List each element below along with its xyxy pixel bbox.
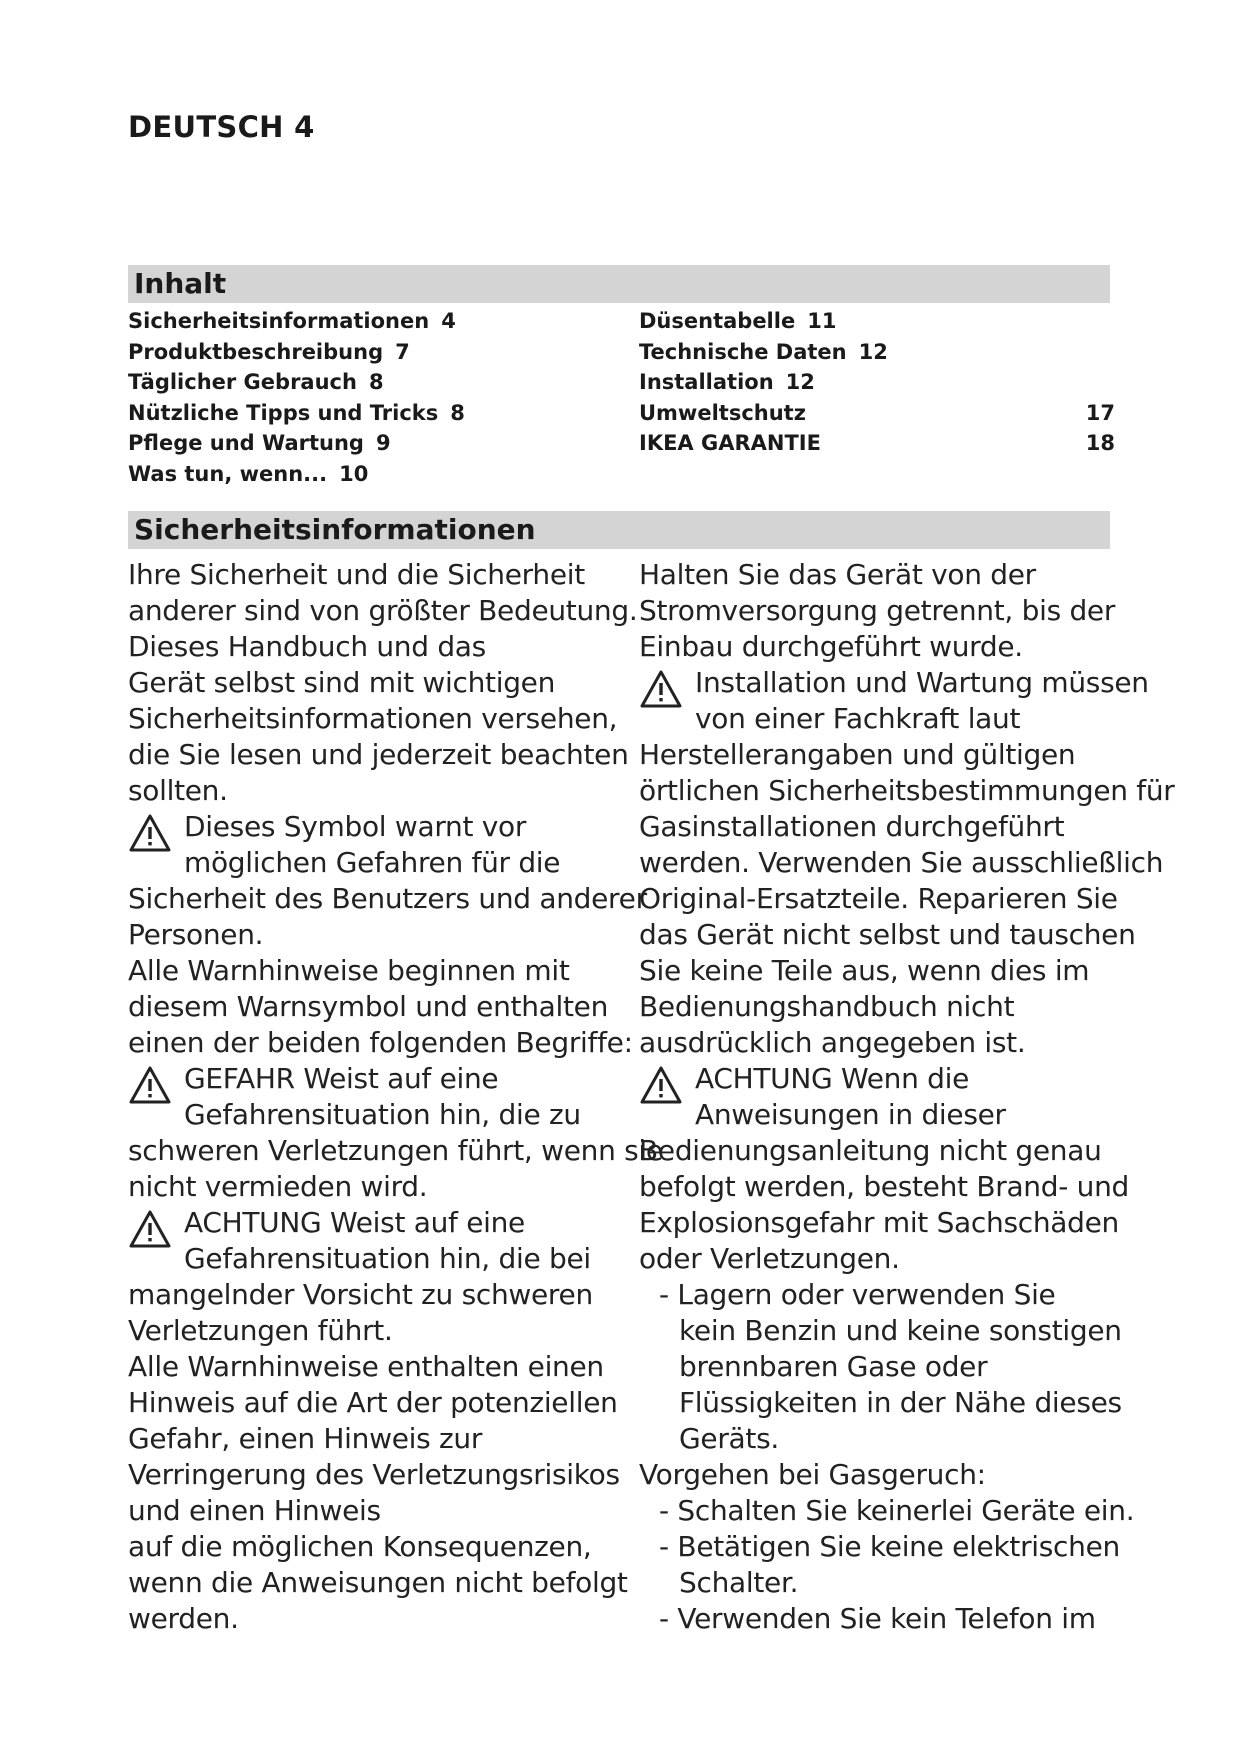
paragraph: schweren Verletzungen führt, wenn sie nicht vermieden wird. [128, 1134, 663, 1203]
paragraph: Bedienungsanleitung nicht genau befolgt werden, besteht Brand- und Explosionsgefahr mit Sachschäden oder Verletzungen. [639, 1134, 1129, 1275]
toc-entry-label: Täglicher Gebrauch [128, 370, 357, 394]
toc-entry-label: Nützliche Tipps und Tricks [128, 400, 439, 425]
toc-entry-label: Was tun, wenn... [128, 461, 328, 486]
warning-triangle-icon [128, 813, 172, 853]
toc-entry-page: 12 [785, 370, 815, 394]
toc-entry-page: 8 [368, 370, 384, 394]
safety-heading-bar [128, 511, 1110, 549]
paragraph: Halten Sie das Gerät von der Stromversorgung getrennt, bis der Einbau durchgeführt wurde. [639, 558, 1116, 663]
toc-entry[interactable] [639, 428, 1115, 459]
toc-entry-label: Technische Daten [639, 339, 847, 364]
warning-triangle-icon [639, 1065, 683, 1105]
toc-entry-label: Installation [639, 370, 774, 394]
warning-block: Dieses Symbol warnt vor möglichen Gefahren für die [128, 809, 633, 881]
warning-block: GEFAHR Weist auf eine Gefahrensituation hin, die zu [128, 1061, 633, 1133]
toc-entry[interactable] [639, 306, 1115, 337]
toc-heading: Inhalt [134, 267, 227, 300]
toc-entry-label: IKEA GARANTIE [639, 431, 821, 455]
paragraph: Sicherheit des Benutzers und anderer Personen. Alle Warnhinweise beginnen mit diesem Warnsymbol und enthalten einen der beiden folgenden Begriffe: [128, 882, 647, 1059]
safety-left-column [128, 557, 663, 1637]
warning-triangle-icon [639, 669, 683, 709]
bullet-item: - Schalten Sie keinerlei Geräte ein. [659, 1494, 1135, 1527]
paragraph: mangelnder Vorsicht zu schweren Verletzungen führt. Alle Warnhinweise enthalten einen Hinweis auf die Art der potenziellen Gefahr, einen Hinweis zur Verringerung des Verletzungsrisikos und einen Hinweis auf die möglichen Konsequenzen, wenn die Anweisungen nicht befolgt werden. [128, 1278, 628, 1635]
toc-heading-bar [128, 265, 1110, 303]
toc-entry-label: Produktbeschreibung [128, 339, 384, 364]
toc-entry-page: 9 [375, 431, 391, 455]
warning-block: Installation und Wartung müssen von einer Fachkraft laut [639, 665, 1139, 737]
toc-entry-page: 7 [395, 339, 410, 364]
toc-entry-page: 12 [858, 339, 888, 364]
warning-block: ACHTUNG Weist auf eine Gefahrensituation hin, die bei [128, 1205, 633, 1277]
toc-right-column [639, 306, 1115, 459]
toc-entry-page: 11 [807, 309, 837, 333]
bullet-item: - Lagern oder verwenden Sie kein Benzin und keine sonstigen brennbaren Gase oder Flüssigkeiten in der Nähe dieses Geräts. [659, 1278, 1122, 1455]
page-header: DEUTSCH 4 [128, 110, 315, 144]
toc-entry[interactable] [639, 367, 1115, 398]
safety-heading: Sicherheitsinformationen [134, 513, 536, 546]
toc-entry[interactable] [128, 428, 618, 459]
toc-entry-page: 17 [1085, 400, 1115, 425]
toc-entry[interactable] [639, 398, 1115, 429]
paragraph: Ihre Sicherheit und die Sicherheit anderer sind von größter Bedeutung. Dieses Handbuch und das Gerät selbst sind mit wichtigen Sicherheitsinformationen versehen, die Sie lesen und jederzeit beachten sollten. [128, 558, 638, 807]
toc-entry[interactable] [128, 337, 618, 368]
warning-block: ACHTUNG Wenn die Anweisungen in dieser [639, 1061, 1139, 1133]
toc-entry[interactable] [128, 398, 618, 429]
warning-triangle-icon [128, 1209, 172, 1249]
toc-entry-label: Sicherheitsinformationen [128, 309, 430, 333]
bullet-item: - Betätigen Sie keine elektrischen Schalter. [659, 1530, 1120, 1599]
toc-entry-page: 8 [450, 400, 465, 425]
warning-triangle-icon [128, 1065, 172, 1105]
toc-entry[interactable] [128, 459, 618, 490]
toc-entry-label: Pflege und Wartung [128, 431, 364, 455]
toc-entry[interactable] [128, 306, 618, 337]
paragraph: Herstellerangaben und gültigen örtlichen Sicherheitsbestimmungen für Gasinstallationen durchgeführt werden. Verwenden Sie ausschließlich Original-Ersatzteile. Reparieren Sie das Gerät nicht selbst und tauschen Sie keine Teile aus, wenn dies im Bedienungshandbuch nicht ausdrücklich angegeben ist. [639, 738, 1175, 1059]
toc-entry-page: 18 [1085, 431, 1115, 455]
bullet-item: - Verwenden Sie kein Telefon im [659, 1602, 1096, 1635]
toc-entry-page: 10 [339, 461, 369, 486]
safety-right-column [639, 557, 1175, 1637]
toc-left-column [128, 306, 618, 489]
toc-entry-label: Düsentabelle [639, 309, 796, 333]
toc-entry[interactable] [639, 337, 1115, 368]
paragraph: Vorgehen bei Gasgeruch: [639, 1458, 986, 1491]
toc-entry[interactable] [128, 367, 618, 398]
toc-entry-page: 4 [441, 309, 456, 333]
toc-entry-label: Umweltschutz [639, 400, 806, 425]
